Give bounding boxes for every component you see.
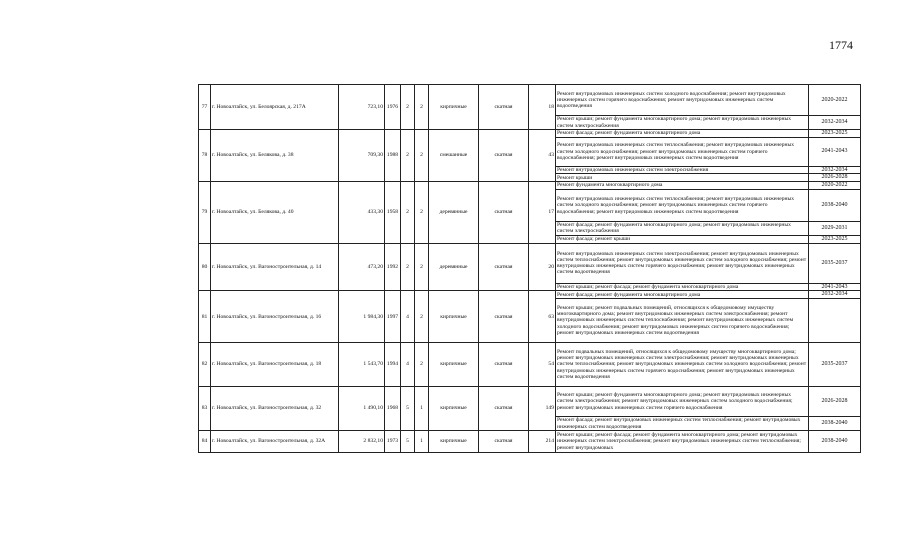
repair-works-cell: Ремонт внутридомовых инженерных систем холодного водоснабжения; ремонт внутридомовых инженерных систем горячего водоснабжения; ремонт внутридомовых инженерных систем водоотведения [556, 85, 809, 116]
roof-type-cell: скатная [479, 431, 529, 453]
area-cell: 473,20 [339, 243, 385, 291]
table-row [199, 343, 861, 387]
apartments-cell: 43 [529, 130, 556, 182]
year-cell: 1976 [385, 85, 401, 130]
entrances-cell: 2 [415, 343, 429, 387]
repair-works-cell: Ремонт крыши [556, 174, 809, 182]
repair-works-cell: Ремонт фасада; ремонт внутридомовых инженерных систем теплоснабжения; ремонт внутридомовых инженерных систем водоотведения [556, 417, 809, 431]
entrances-cell: 2 [415, 182, 429, 243]
table-row [199, 387, 861, 417]
address-cell: г. Новоалтайск, ул. Вагоностроительная, д. 18 [211, 343, 339, 387]
address-cell: г. Новоалтайск, ул. Белякова, д. 40 [211, 182, 339, 243]
walls-material-cell: деревянные [429, 243, 479, 291]
address-cell: г. Новоалтайск, ул. Белоярская, д. 217А [211, 85, 339, 130]
apartments-cell: 54 [529, 343, 556, 387]
table-row [199, 431, 861, 453]
address-cell: г. Новоалтайск, ул. Белякова, д. 38 [211, 130, 339, 182]
row-number: 82 [199, 343, 211, 387]
repair-period-cell: 2032-2034 [809, 116, 861, 130]
apartments-cell: 63 [529, 291, 556, 343]
repair-works-cell: Ремонт фасада; ремонт фундамента многоквартирного дома [556, 130, 809, 138]
area-cell: 1 543,70 [339, 343, 385, 387]
housing-repair-table [198, 84, 860, 453]
roof-type-cell: скатная [479, 85, 529, 130]
repair-works-cell: Ремонт внутридомовых инженерных систем теплоснабжения; ремонт внутридомовых инженерных систем холодного водоснабжения; ремонт внутридомовых инженерных систем горячего водоснабжения; ремонт внутридомовых инженерных систем водоотведения [556, 137, 809, 166]
floors-cell: 2 [401, 182, 415, 243]
row-number: 77 [199, 85, 211, 130]
repair-period-cell: 2038-2040 [809, 417, 861, 431]
repair-works-cell: Ремонт крыши; ремонт фундамента многоквартирного дома; ремонт внутридомовых инженерных систем электроснабжения; ремонт внутридомовых инженерных систем холодного водоснабжения; ремонт внутридомовых инженерных систем горячего водоснабжения [556, 387, 809, 417]
area-cell: 2 832,10 [339, 431, 385, 453]
walls-material-cell: кирпичные [429, 85, 479, 130]
address-cell: г. Новоалтайск, ул. Вагоностроительная, д. 16 [211, 291, 339, 343]
table-row [199, 130, 861, 138]
repair-period-cell: 2026-2028 [809, 174, 861, 182]
page-number: 1774 [829, 38, 853, 52]
walls-material-cell: смешанные [429, 130, 479, 182]
apartments-cell: 17 [529, 182, 556, 243]
entrances-cell: 2 [415, 85, 429, 130]
table-row [199, 182, 861, 190]
entrances-cell: 2 [415, 291, 429, 343]
walls-material-cell: кирпичные [429, 343, 479, 387]
address-cell: г. Новоалтайск, ул. Вагоностроительная, д. 14 [211, 243, 339, 291]
roof-type-cell: скатная [479, 182, 529, 243]
repair-period-cell: 2038-2040 [809, 189, 861, 221]
row-number: 84 [199, 431, 211, 453]
repair-period-cell: 2032-2034 [809, 166, 861, 174]
repair-period-cell: 2035-2037 [809, 243, 861, 283]
row-number: 79 [199, 182, 211, 243]
roof-type-cell: скатная [479, 243, 529, 291]
repair-works-cell: Ремонт крыши; ремонт фундамента многоквартирного дома; ремонт внутридомовых инженерных систем электроснабжения [556, 116, 809, 130]
entrances-cell: 2 [415, 130, 429, 182]
year-cell: 1968 [385, 387, 401, 431]
repair-period-cell: 2023-2025 [809, 235, 861, 243]
table-row [199, 85, 861, 116]
floors-cell: 2 [401, 243, 415, 291]
year-cell: 1973 [385, 431, 401, 453]
year-cell: 1997 [385, 291, 401, 343]
repair-period-cell: 2035-2037 [809, 343, 861, 387]
repair-works-cell: Ремонт внутридомовых инженерных систем теплоснабжения; ремонт внутридомовых инженерных систем холодного водоснабжения; ремонт внутридомовых инженерных систем горячего водоснабжения; ремонт внутридомовых инженерных систем водоотведения [556, 189, 809, 221]
repair-period-cell: 2026-2028 [809, 387, 861, 417]
repair-works-cell: Ремонт фасада; ремонт фундамента многоквартирного дома [556, 291, 809, 299]
apartments-cell: 18 [529, 85, 556, 130]
roof-type-cell: скатная [479, 343, 529, 387]
address-cell: г. Новоалтайск, ул. Вагоностроительная, д. 32А [211, 431, 339, 453]
area-cell: 723,10 [339, 85, 385, 130]
area-cell: 433,30 [339, 182, 385, 243]
repair-works-cell: Ремонт крыши; ремонт фасада; ремонт фундамента многоквартирного дома [556, 283, 809, 291]
year-cell: 1992 [385, 243, 401, 291]
floors-cell: 5 [401, 431, 415, 453]
repair-works-cell: Ремонт внутридомовых инженерных систем электроснабжения; ремонт внутридомовых инженерных систем теплоснабжения; ремонт внутридомовых инженерных систем холодного водоснабжения; ремонт внутридомовых инженерных систем горячего водоснабжения; ремонт внутридомовых инженерных систем водоотведения [556, 243, 809, 283]
repair-period-cell: 2032-2034 [809, 291, 861, 299]
apartments-cell: 149 [529, 387, 556, 431]
entrances-cell: 1 [415, 431, 429, 453]
year-cell: 1958 [385, 182, 401, 243]
walls-material-cell: деревянные [429, 182, 479, 243]
repair-period-cell: 2023-2025 [809, 130, 861, 138]
floors-cell: 4 [401, 291, 415, 343]
table-row [199, 243, 861, 283]
repair-works-cell: Ремонт крыши; ремонт подвальных помещений, относящихся к общедомовому имуществу многоквартирного дома; ремонт внутридомовых инженерных систем электроснабжения; ремонт внутридомовых инженерных систем теплоснабжения; ремонт внутридомовых инженерных систем холодного водоснабжения; ремонт внутридомовых инженерных систем горячего водоснабжения; ремонт внутридомовых инженерных систем водоотведения [556, 299, 809, 343]
apartments-cell: 214 [529, 431, 556, 453]
entrances-cell: 1 [415, 387, 429, 431]
repair-works-cell: Ремонт крыши; ремонт фасада; ремонт фундамента многоквартирного дома; ремонт внутридомовых инженерных систем электроснабжения; ремонт внутридомовых инженерных систем теплоснабжения; ремонт внутридомовых [556, 431, 809, 453]
roof-type-cell: скатная [479, 291, 529, 343]
row-number: 83 [199, 387, 211, 431]
repair-period-cell: 2041-2043 [809, 137, 861, 166]
repair-period-cell: 2029-2031 [809, 221, 861, 235]
floors-cell: 4 [401, 343, 415, 387]
repair-period-cell: 2020-2022 [809, 182, 861, 190]
walls-material-cell: кирпичные [429, 387, 479, 431]
repair-period-cell [809, 299, 861, 343]
repair-works-cell: Ремонт фундамента многоквартирного дома [556, 182, 809, 190]
row-number: 78 [199, 130, 211, 182]
year-cell: 1994 [385, 343, 401, 387]
repair-period-cell: 2038-2040 [809, 431, 861, 453]
entrances-cell: 2 [415, 243, 429, 291]
walls-material-cell: кирпичные [429, 291, 479, 343]
repair-works-cell: Ремонт подвальных помещений, относящихся к общедомовому имуществу многоквартирного дома; ремонт внутридомовых инженерных систем электроснабжения; ремонт внутридомовых инженерных систем теплоснабжения; ремонт внутридомовых инженерных систем холодного водоснабжения; ремонт внутридомовых инженерных систем горячего водоснабжения; ремонт внутридомовых инженерных систем водоотведения [556, 343, 809, 387]
repair-period-cell: 2041-2043 [809, 283, 861, 291]
repair-works-cell: Ремонт фасада; ремонт фундамента многоквартирного дома; ремонт внутридомовых инженерных систем электроснабжения [556, 221, 809, 235]
area-cell: 709,30 [339, 130, 385, 182]
apartments-cell: 20 [529, 243, 556, 291]
floors-cell: 2 [401, 85, 415, 130]
repair-works-cell: Ремонт внутридомовых инженерных систем электроснабжения [556, 166, 809, 174]
roof-type-cell: скатная [479, 387, 529, 431]
roof-type-cell: скатная [479, 130, 529, 182]
area-cell: 1 984,30 [339, 291, 385, 343]
floors-cell: 5 [401, 387, 415, 431]
walls-material-cell: кирпичные [429, 431, 479, 453]
repair-period-cell: 2020-2022 [809, 85, 861, 116]
row-number: 80 [199, 243, 211, 291]
address-cell: г. Новоалтайск, ул. Вагоностроительная, д. 32 [211, 387, 339, 431]
area-cell: 1 490,10 [339, 387, 385, 431]
year-cell: 1988 [385, 130, 401, 182]
row-number: 81 [199, 291, 211, 343]
repair-works-cell: Ремонт фасада; ремонт крыши [556, 235, 809, 243]
floors-cell: 2 [401, 130, 415, 182]
table-row [199, 291, 861, 299]
